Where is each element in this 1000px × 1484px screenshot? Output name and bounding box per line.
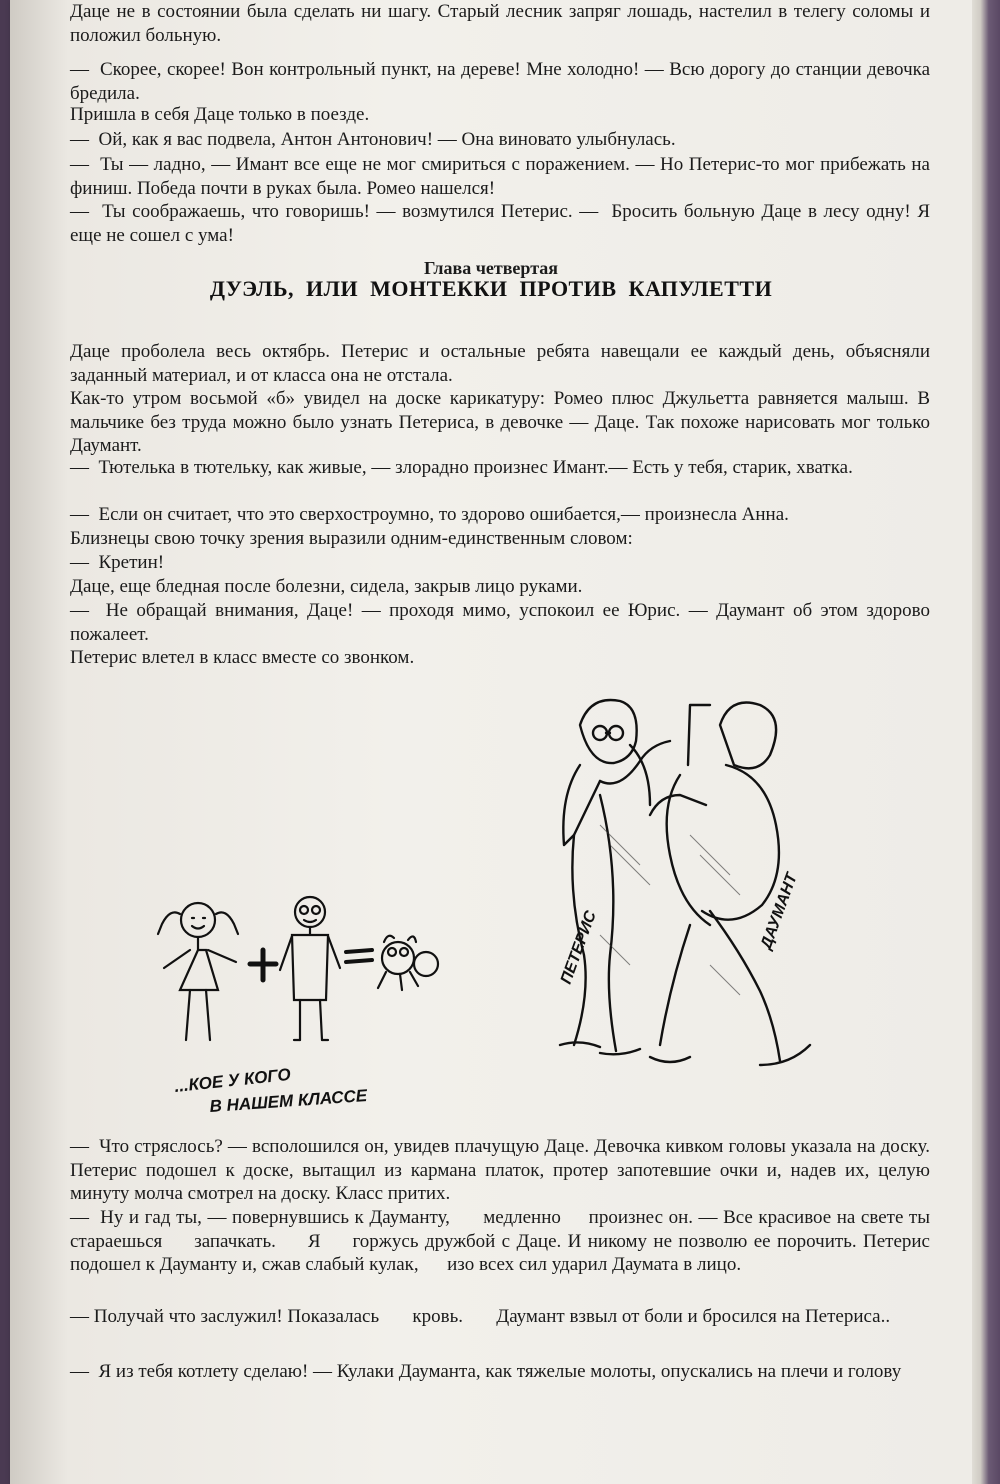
caption-line-1: ...КОЕ У КОГО (173, 1064, 292, 1096)
paragraph: Как-то утром восьмой «б» увидел на доске карикатуру: Ромео плюс Джульетта равняется малыш. В мальчике без труда можно было узнать Петериса, в девочке — Даце. Так похоже нарисовать мог только Даумант. (70, 388, 935, 456)
paragraph: Даце, еще бледная после болезни, сидела, закрыв лицо руками. (70, 576, 583, 597)
paragraph: Близнецы свою точку зрения выразили одним-единственным словом: (70, 528, 633, 549)
paragraph: — Кретин! (70, 552, 165, 573)
caricature-illustration (150, 890, 450, 1120)
caption-line-2: В НАШЕМ КЛАССЕ (208, 1086, 368, 1116)
paragraph: Пришла в себя Даце только в поезде. (70, 104, 370, 125)
paragraph: Петерис влетел в класс вместе со звонком. (70, 647, 415, 668)
paragraph: — Скорее, скорее! Вон контрольный пункт, на дереве! Мне холодно! — Всю дорогу до станции девочка бредила. (70, 59, 935, 104)
fight-illustration (540, 685, 840, 1105)
paragraph: — Ты — ладно, — Имант все еще не мог смириться с поражением. — Но Петерис-то мог прибежать на финиш. Победа почти в руках была. Ромео нашелся! (70, 154, 935, 199)
page-edge (972, 0, 1000, 1484)
paragraph: — Я из тебя котлету сделаю! — Кулаки Дауманта, как тяжелые молоты, опускались на плечи и голову (70, 1361, 902, 1382)
book-page (10, 0, 972, 1484)
paragraph: — Ты соображаешь, что говоришь! — возмутился Петерис. — Бросить больную Даце в лесу одну! Я еще не сошел с ума! (70, 201, 935, 246)
paragraph: — Тютелька в тютельку, как живые, — злорадно произнес Имант.— Есть у тебя, старик, хватка. (70, 457, 853, 478)
paragraph: — Не обращай внимания, Даце! — проходя мимо, успокоил ее Юрис. — Даумант об этом здорово пожалеет. (70, 600, 935, 645)
chapter-number: Глава четвертая (423, 258, 558, 278)
paragraph: — Ой, как я вас подвела, Антон Антонович! — Она виновато улыбнулась. (70, 129, 676, 150)
paragraph: — Получай что заслужил! Показалась кровь. Даумант взвыл от боли и бросился на Петериса.. (70, 1306, 891, 1327)
label-daumant: ДАУМАНТ (757, 871, 801, 952)
paragraph: — Ну и гад ты, — повернувшись к Дауманту, медленно произнес он. — Все красивое на свете ты стараешься запачкать. Я горжусь дружбой с Даце. И никому не позволю ее порочить. Петерис подошел к Дауманту и, сжав слабый кулак, изо всех сил ударил Даумата в лицо. (70, 1207, 935, 1275)
paragraph: — Если он считает, что это сверхостроумно, то здорово ошибается,— произнесла Анна. (70, 504, 789, 525)
paragraph: Даце проболела весь октябрь. Петерис и остальные ребята навещали ее каждый день, объясняли заданный материал, и от класса она не отстала. (70, 341, 935, 386)
paragraph: — Что стряслось? — всполошился он, увидев плачущую Даце. Девочка кивком головы указала на доску. Петерис подошел к доске, вытащил из кармана платок, протер запотевшие очки и, надев их, целую минуту молча смотрел на доску. Класс притих. (70, 1136, 935, 1204)
chapter-title: ДУЭЛЬ, ИЛИ МОНТЕККИ ПРОТИВ КАПУЛЕТТИ (209, 276, 773, 301)
paragraph: Даце не в состоянии была сделать ни шагу. Старый лесник запряг лошадь, настелил в телегу соломы и положил больную. (70, 1, 935, 46)
label-peteris: ПЕТЕРИС (557, 908, 600, 987)
